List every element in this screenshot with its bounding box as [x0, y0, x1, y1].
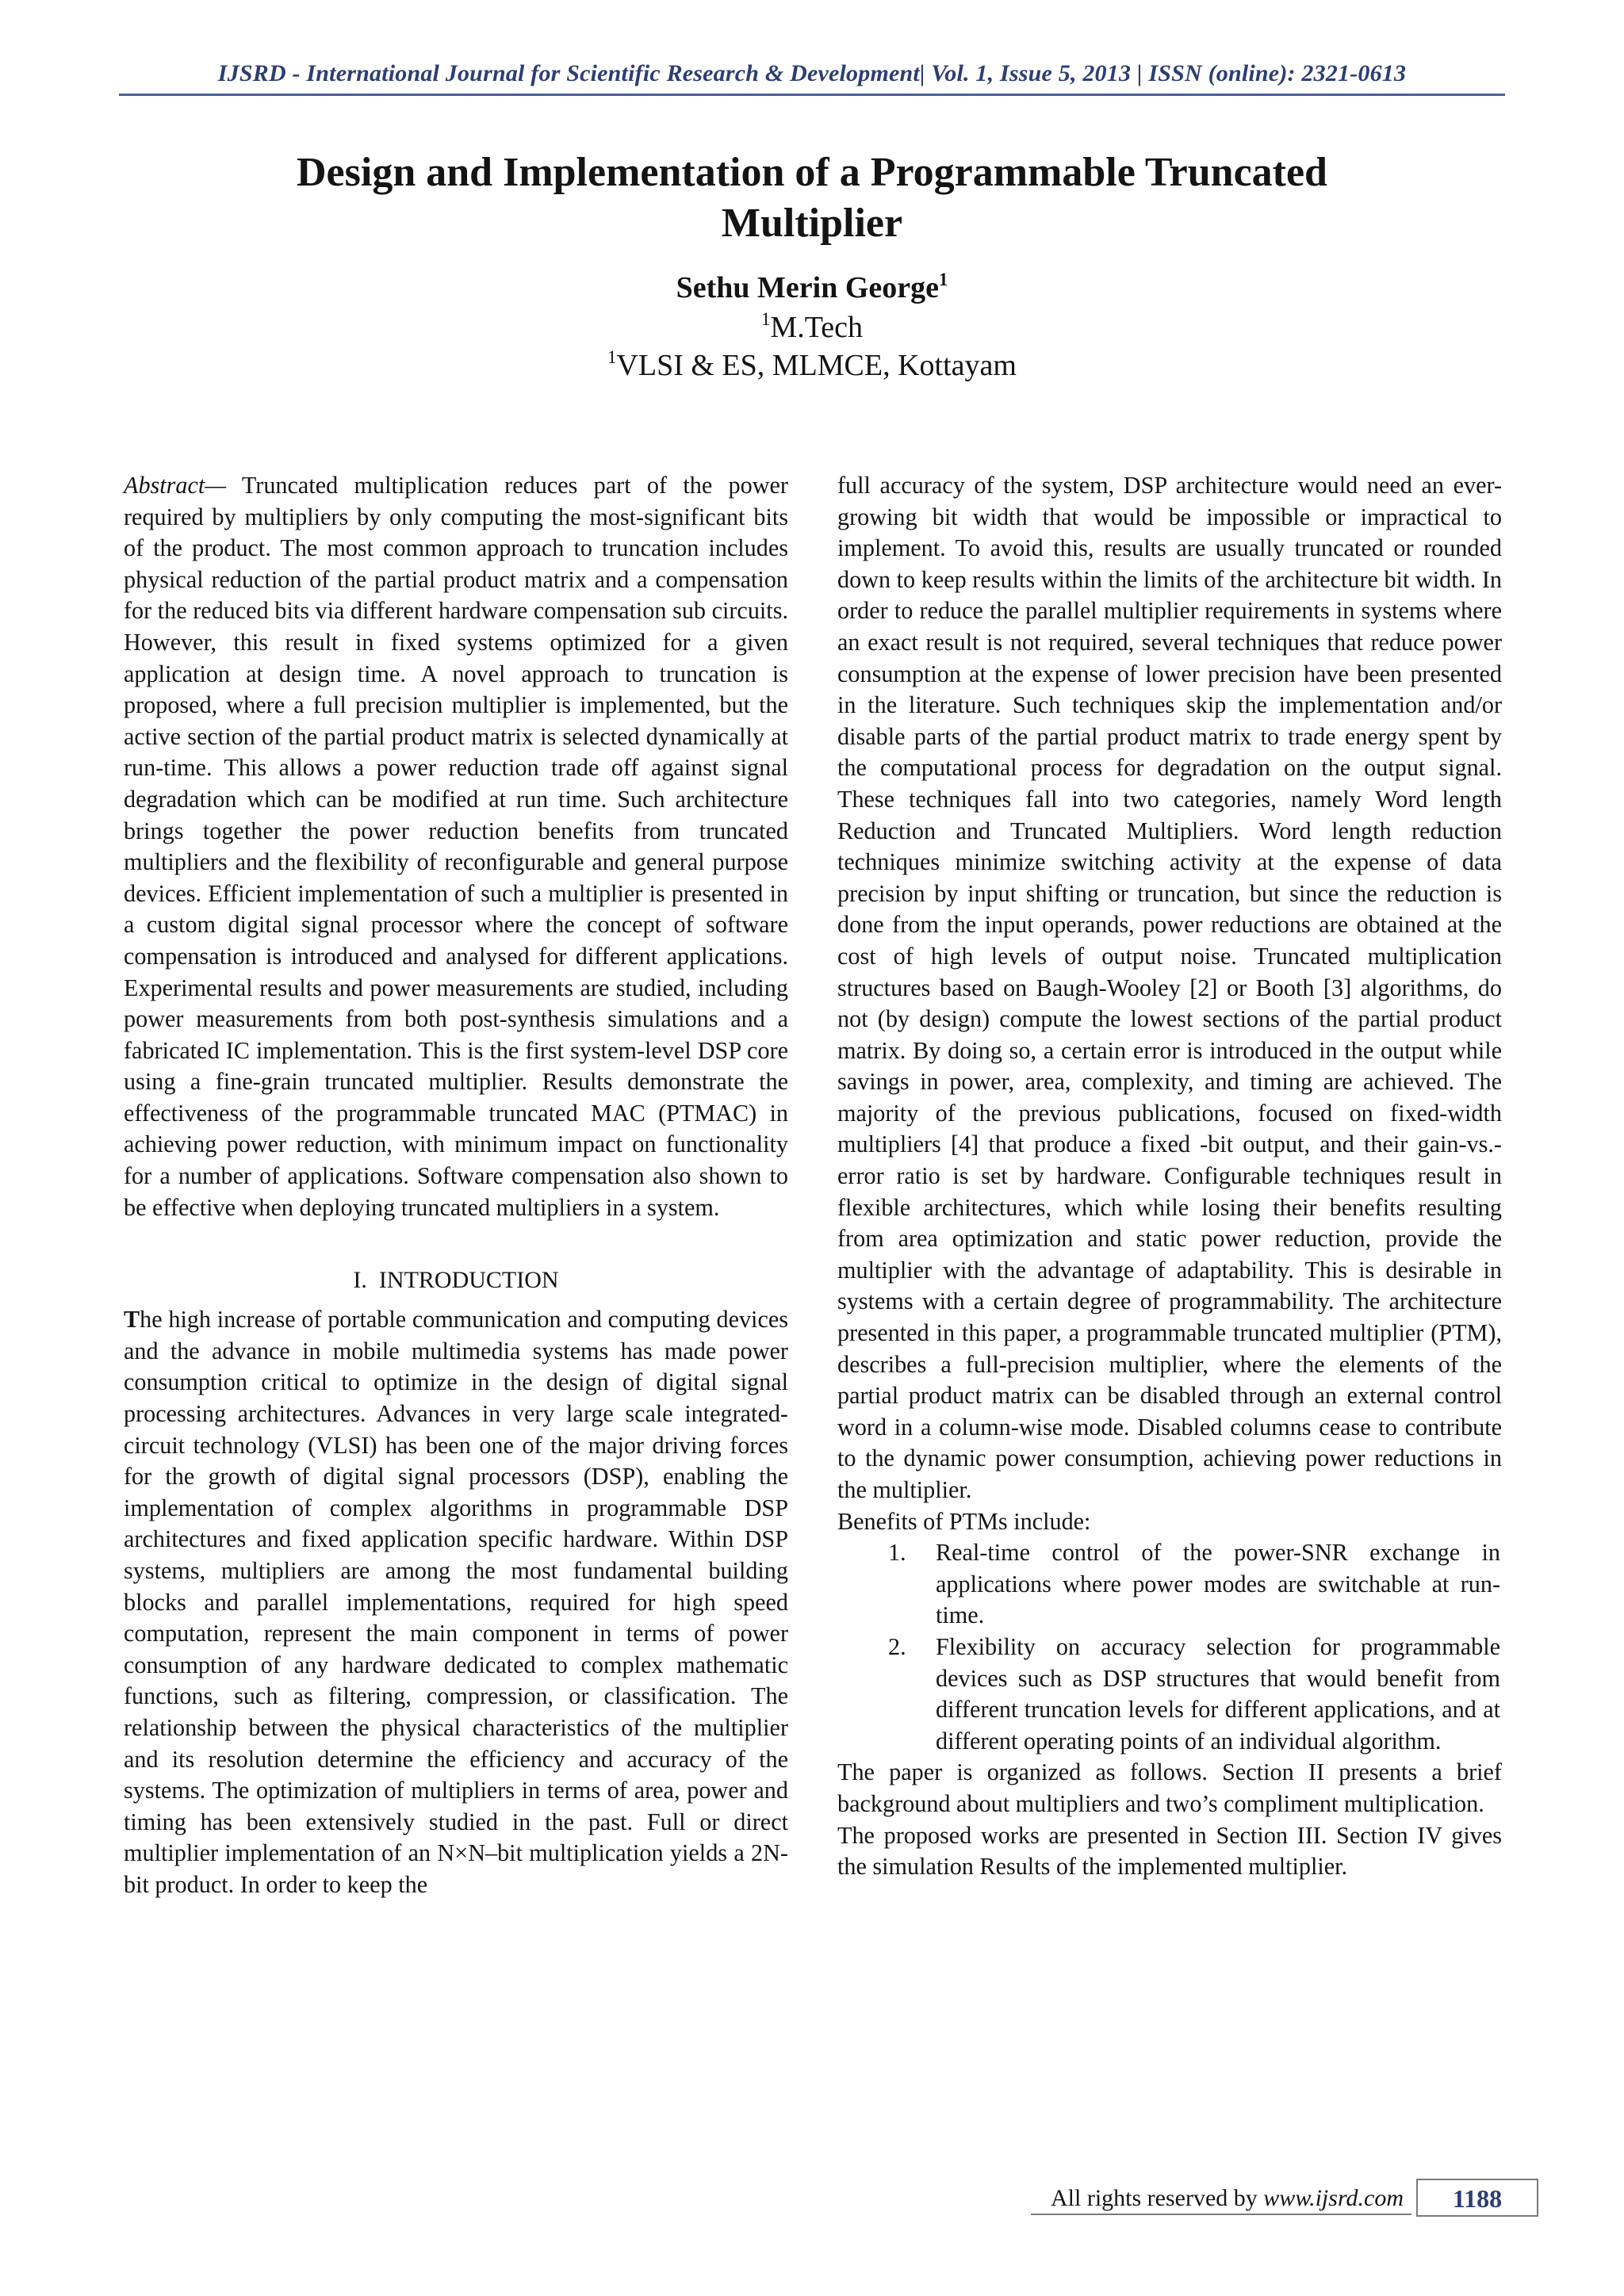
introduction-heading — [124, 1265, 788, 1296]
title-line-2: Multiplier — [721, 201, 903, 246]
header-rule — [119, 94, 1505, 96]
list-item — [837, 1632, 1502, 1757]
title-line-1: Design and Implementation of a Programmable Truncated — [297, 150, 1327, 195]
abstract-dash: — — [205, 472, 227, 499]
list-item — [837, 1537, 1502, 1632]
author-affiliation — [119, 347, 1505, 384]
page-number: 1188 — [1416, 2179, 1538, 2217]
right-column — [837, 470, 1502, 1883]
proposed-paragraph: The proposed works are presented in Section III. Section IV gives the simulation Results of the implemented multiplier. — [837, 1821, 1502, 1881]
dropcap: T — [124, 1306, 140, 1334]
site-link[interactable]: www.ijsrd.com — [1263, 2185, 1404, 2211]
author-name-text: Sethu Merin George — [676, 271, 939, 304]
footer — [1031, 2179, 1538, 2214]
abstract-label: Abstract — [124, 472, 205, 499]
list-item-text: Real-time control of the power-SNR exchange in applications where power modes are switchable at run-time. — [936, 1539, 1500, 1629]
intro-paragraph-left — [124, 1304, 788, 1900]
intro-text-left: he high increase of portable communication and computing devices and the advance in mobile multimedia systems has made power consumption critical to optimize in the design of digital signal processing architectures. Advances in very large scale integrated-circuit technology (VLSI) has been one of the major driving forces for the growth of digital signal processors (DSP), enabling the implementation of complex algorithms in programmable DSP architectures and fixed application specific hardware. Within DSP systems, multipliers are among the most fundamental building blocks and parallel implementations, required for high speed computation, represent the main component in terms of power consumption of any hardware dedicated to complex mathematic functions, such as filtering, compression, or classification. The relationship between the physical characteristics of the multiplier and its resolution determine the efficiency and accuracy of the systems. The optimization of multipliers in terms of area, power and timing has been extensively studied in the past. Full or direct multiplier implementation of an N×N–bit multiplication yields a 2N-bit product. In order to keep the — [124, 1306, 788, 1898]
abstract — [124, 470, 788, 1223]
section-heading-rest: NTRODUCTION — [386, 1267, 559, 1294]
benefits-list — [837, 1537, 1502, 1757]
journal-header: IJSRD - International Journal for Scientific Research & Development| Vol. 1, Issue 5, 2013 | ISSN (online): 2321-0613 — [217, 60, 1407, 86]
list-item-number: 1. — [888, 1539, 906, 1567]
section-heading-first: I — [378, 1267, 387, 1294]
author-mark: 1 — [938, 270, 948, 290]
degree-text: M.Tech — [770, 311, 863, 344]
section-number: I. — [353, 1267, 367, 1294]
rights-text: All rights reserved by — [1051, 2185, 1264, 2211]
paper-title — [119, 147, 1505, 249]
affiliation-text: VLSI & ES, MLMCE, Kottayam — [616, 349, 1017, 382]
organization-paragraph: The paper is organized as follows. Section II presents a brief background about multipliers and two’s compliment multiplication. — [837, 1758, 1502, 1817]
benefits-intro: Benefits of PTMs include: — [837, 1507, 1091, 1535]
left-column — [124, 470, 788, 1901]
abstract-text: Truncated multiplication reduces part of the power required by multipliers by only computing the most-significant bits of the product. The most common approach to truncation includes physical reduction of the partial product matrix and a compensation for the reduced bits via different hardware compensation sub circuits. However, this result in fixed systems optimized for a given application at design time. A novel approach to truncation is proposed, where a full precision multiplier is implemented, but the active section of the partial product matrix is selected dynamically at run-time. This allows a power reduction trade off against signal degradation which can be modified at run time. Such architecture brings together the power reduction benefits from truncated multipliers and the flexibility of reconfigurable and general purpose devices. Efficient implementation of such a multiplier is presented in a custom digital signal processor where the concept of software compensation is introduced and analysed for different applications. Experimental results and power measurements are studied, including power measurements from both post-synthesis simulations and a fabricated IC implementation. This is the first system-level DSP core using a fine-grain truncated multiplier. Results demonstrate the effectiveness of the programmable truncated MAC (PTMAC) in achieving power reduction, with minimum impact on functionality for a number of applications. Software compensation also shown to be effective when deploying truncated multipliers in a system. — [124, 472, 788, 1221]
list-item-number: 2. — [888, 1632, 906, 1660]
list-item-text: Flexibility on accuracy selection for programmable devices such as DSP structures that would benefit from different truncation levels for different applications, and at different operating points of an individual algorithm. — [936, 1632, 1500, 1755]
affiliation-mark: 1 — [607, 347, 617, 368]
degree-mark: 1 — [761, 309, 771, 330]
author-name — [119, 270, 1505, 306]
author-degree — [119, 309, 1505, 346]
footer-rule — [1031, 2214, 1411, 2215]
intro-paragraph-right: full accuracy of the system, DSP architecture would need an ever-growing bit width that would be impossible or impractical to implement. To avoid this, results are usually truncated or rounded down to keep results within the limits of the architecture bit width. In order to reduce the parallel multiplier requirements in systems where an exact result is not required, several techniques that reduce power consumption at the expense of lower precision have been presented in the literature. Such techniques skip the implementation and/or disable parts of the partial product matrix to trade energy spent by the computational process for degradation on the output signal. These techniques fall into two categories, namely Word length Reduction and Truncated Multipliers. Word length reduction techniques minimize switching activity at the expense of data precision by input shifting or truncation, but since the reduction is done from the input operands, power reductions are obtained at the cost of high levels of output noise. Truncated multiplication structures based on Baugh-Wooley [2] or Booth [3] algorithms, do not (by design) compute the lowest sections of the partial product matrix. By doing so, a certain error is introduced in the output while savings in power, area, complexity, and timing are achieved. The majority of the previous publications, focused on fixed-width multipliers [4] that produce a fixed -bit output, and their gain-vs.-error ratio is set by hardware. Configurable techniques result in flexible architectures, which while losing their benefits resulting from area optimization and static power reduction, provide the multiplier with the advantage of adaptability. This is desirable in systems with a certain degree of programmability. The architecture presented in this paper, a programmable truncated multiplier (PTM), describes a full-precision multiplier, where the elements of the partial product matrix can be disabled through an external control word in a column-wise mode. Disabled columns cease to contribute to the dynamic power consumption, achieving power reductions in the multiplier. — [837, 472, 1502, 1503]
footer-rights — [1051, 2185, 1404, 2212]
